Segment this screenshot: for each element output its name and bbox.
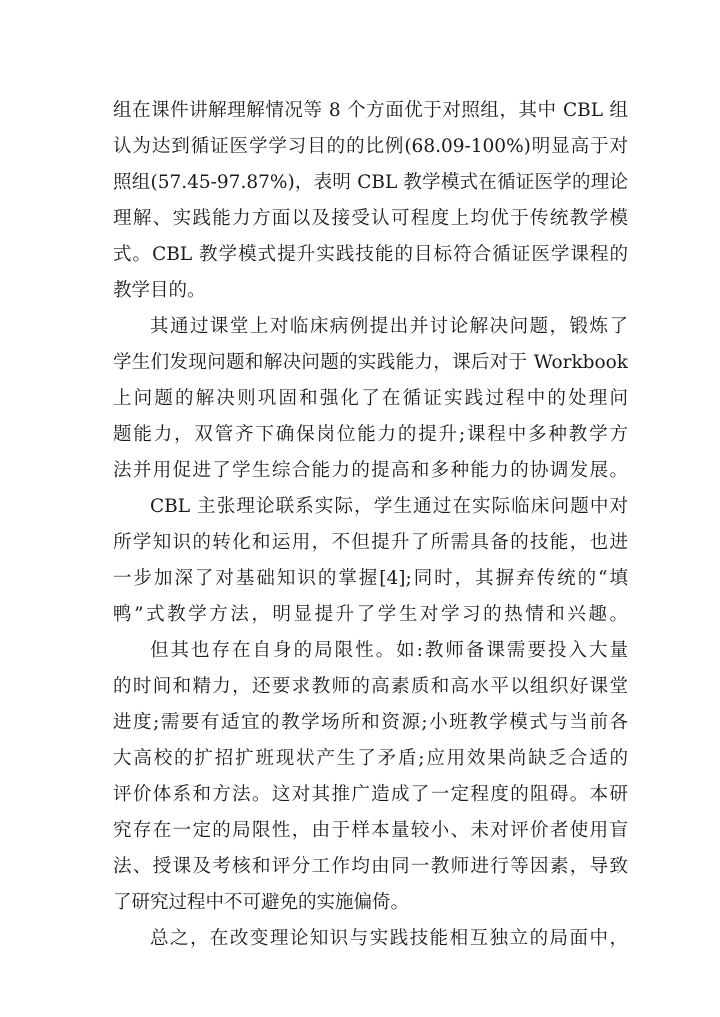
text-line: 学生们发现问题和解决问题的实践能力，课后对于 Workbook <box>113 352 628 373</box>
text-line: 所学知识的转化和运用，不但提升了所需具备的技能，也进 <box>113 532 628 553</box>
text-line: 究存在一定的局限性，由于样本量较小、未对评价者使用盲 <box>113 820 628 841</box>
text-line: 大高校的扩招扩班现状产生了矛盾;应用效果尚缺乏合适的 <box>113 748 628 769</box>
text-line: 组在课件讲解理解情况等 8 个方面优于对照组，其中 CBL 组 <box>113 100 628 121</box>
text-line: 进度;需要有适宜的教学场所和资源;小班教学模式与当前各 <box>113 712 628 733</box>
text-line: 照组(57.45-97.87%)，表明 CBL 教学模式在循证医学的理论 <box>113 172 628 193</box>
text-line: 认为达到循证医学学习目的的比例(68.09-100%)明显高于对 <box>113 136 628 157</box>
text-line: 其通过课堂上对临床病例提出并讨论解决问题，锻炼了 <box>150 316 628 337</box>
text-line: 的时间和精力，还要求教师的高素质和高水平以组织好课堂 <box>113 676 628 697</box>
text-line: 教学目的。 <box>113 280 206 301</box>
text-line: 理解、实践能力方面以及接受认可程度上均优于传统教学模 <box>113 208 628 229</box>
text-line: 了研究过程中不可避免的实施偏倚。 <box>113 892 410 913</box>
text-line: 评价体系和方法。这对其推广造成了一定程度的阻碍。本研 <box>113 784 628 805</box>
text-line: 总之，在改变理论知识与实践技能相互独立的局面中， <box>150 928 628 949</box>
text-line: 题能力，双管齐下确保岗位能力的提升;课程中多种教学方 <box>113 424 628 445</box>
text-line: 法并用促进了学生综合能力的提高和多种能力的协调发展。 <box>113 460 628 481</box>
text-line: 式。CBL 教学模式提升实践技能的目标符合循证医学课程的 <box>113 244 628 265</box>
text-line: 法、授课及考核和评分工作均由同一教师进行等因素，导致 <box>113 856 628 877</box>
text-line: 上问题的解决则巩固和强化了在循证实践过程中的处理问 <box>113 388 628 409</box>
text-line: 一步加深了对基础知识的掌握[4];同时，其摒弃传统的“填 <box>113 568 628 589</box>
text-line: 鸭”式教学方法，明显提升了学生对学习的热情和兴趣。 <box>113 604 628 625</box>
text-line: 但其也存在自身的局限性。如:教师备课需要投入大量 <box>150 640 628 661</box>
text-line: CBL 主张理论联系实际，学生通过在实际临床问题中对 <box>150 496 628 517</box>
